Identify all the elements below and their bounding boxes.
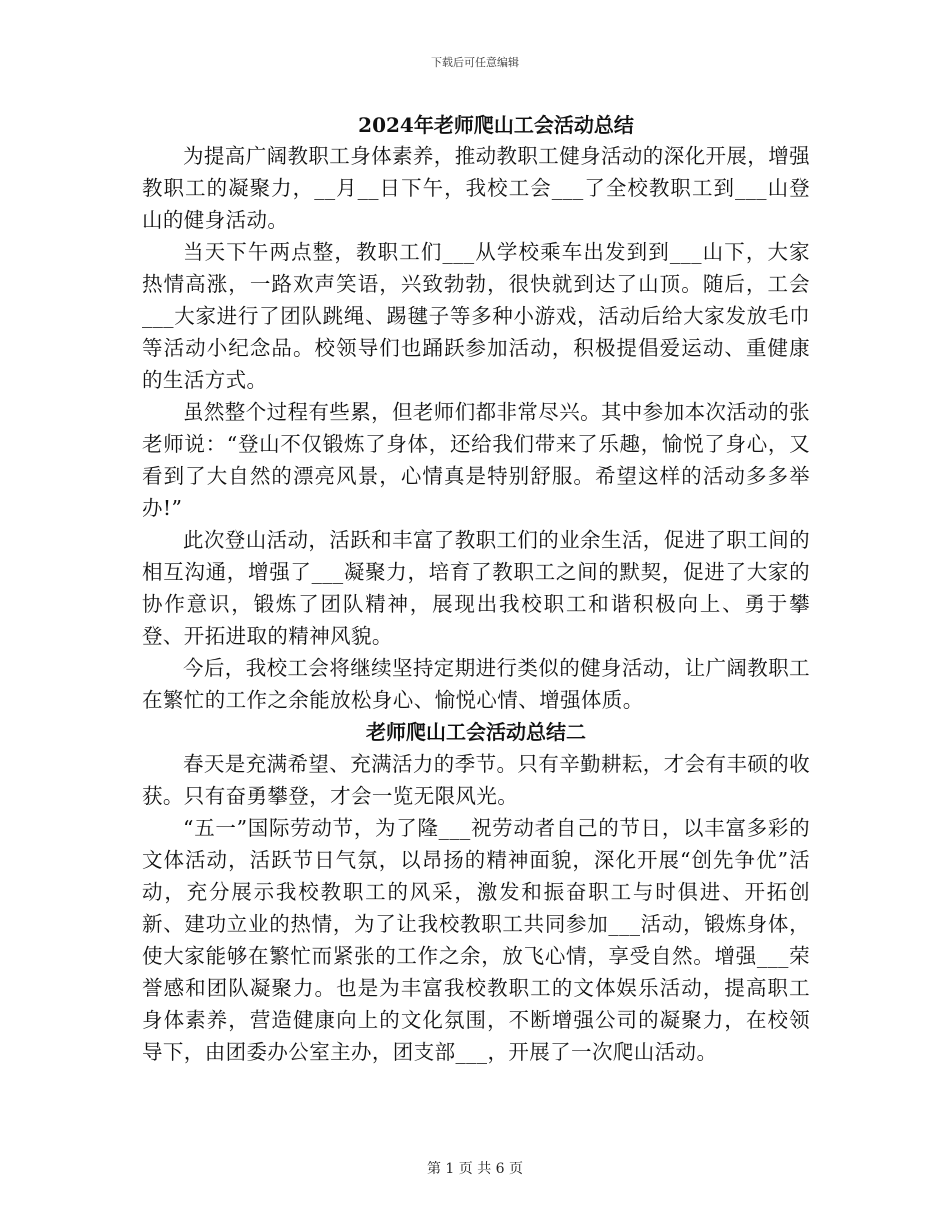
paragraph: 此次登山活动，活跃和丰富了教职工们的业余生活，促进了职工间的相互沟通，增强了___凝聚力，培育了教职工之间的默契，促进了大家的协作意识，锻炼了团队精神，展现出我校职工和谐积极向上、勇于攀登、开拓进取的精神风貌。: [142, 528, 810, 648]
section-title: 老师爬山工会活动总结二: [366, 720, 586, 744]
paragraph: 当天下午两点整，教职工们___从学校乘车出发到到___山下，大家热情高涨，一路欢声笑语，兴致勃勃，很快就到达了山顶。随后，工会___大家进行了团队跳绳、踢毽子等多种小游戏，活动后给大家发放毛巾等活动小纪念品。校领导们也踊跃参加活动，积极提倡爱运动、重健康的生活方式。: [142, 240, 810, 392]
paragraph: 春天是充满希望、充满活力的季节。只有辛勤耕耘，才会有丰硕的收获。只有奋勇攀登，才会一览无限风光。: [142, 752, 810, 808]
paragraph: 虽然整个过程有些累，但老师们都非常尽兴。其中参加本次活动的张老师说：“登山不仅锻炼了身体，还给我们带来了乐趣，愉悦了身心，又看到了大自然的漂亮风景，心情真是特别舒服。希望这样的活动多多举办!”: [142, 400, 810, 520]
paragraph: 为提高广阔教职工身体素养，推动教职工健身活动的深化开展，增强教职工的凝聚力，__月__日下午，我校工会___了全校教职工到___山登山的健身活动。: [142, 144, 810, 232]
page-footer-number: 第 1 页 共 6 页: [426, 1161, 524, 1177]
document-body: [142, 110, 810, 1068]
paragraph: “五一”国际劳动节，为了隆___祝劳动者自己的节日，以丰富多彩的文体活动，活跃节日气氛，以昂扬的精神面貌，深化开展“创先争优”活动，充分展示我校教职工的风采，激发和振奋职工与时俱进、开拓创新、建功立业的热情，为了让我校教职工共同参加___活动，锻炼身体，使大家能够在繁忙而紧张的工作之余，放飞心情，享受自然。增强___荣誉感和团队凝聚力。也是为丰富我校教职工的文体娱乐活动，提高职工身体素养，营造健康向上的文化氛围，不断增强公司的凝聚力，在校领导下，由团委办公室主办，团支部___，开展了一次爬山活动。: [142, 816, 810, 1064]
document-title: 2024年老师爬山工会活动总结: [358, 113, 634, 137]
page-header-note: 下载后可任意编辑: [431, 56, 519, 69]
paragraph: 今后，我校工会将继续坚持定期进行类似的健身活动，让广阔教职工在繁忙的工作之余能放松身心、愉悦心情、增强体质。: [142, 656, 810, 712]
